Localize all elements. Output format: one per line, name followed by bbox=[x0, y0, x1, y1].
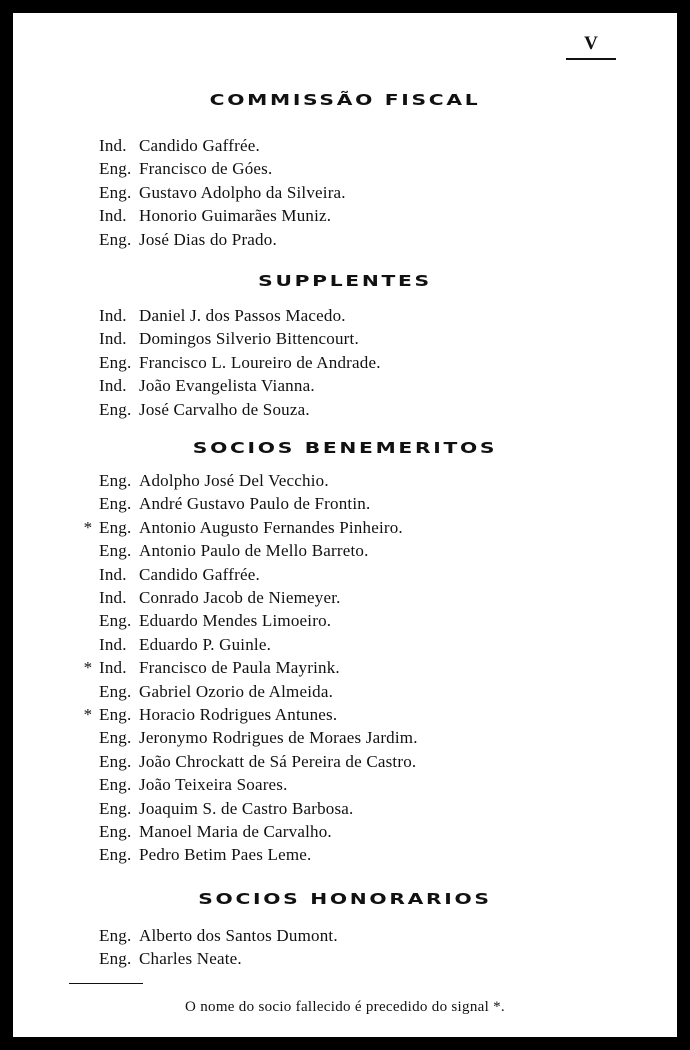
member-title: Eng. bbox=[99, 926, 132, 945]
member-entry bbox=[99, 821, 332, 843]
section-heading: SOCIOS HONORARIOS bbox=[198, 890, 492, 908]
member-title: Eng. bbox=[99, 352, 132, 372]
member-title: Ind. bbox=[99, 658, 127, 678]
member-name: Domingos Silverio Bittencourt. bbox=[139, 329, 359, 349]
member-title: Eng. bbox=[99, 517, 132, 537]
member-entry bbox=[99, 470, 329, 492]
member-name: Eduardo Mendes Limoeiro. bbox=[139, 611, 332, 631]
member-title: Ind. bbox=[99, 376, 127, 396]
member-entry bbox=[99, 681, 333, 703]
member-name: Gustavo Adolpho da Silveira. bbox=[139, 182, 346, 202]
member-entry bbox=[99, 205, 331, 227]
member-name: João Chrockatt de Sá Pereira de Castro. bbox=[139, 751, 417, 771]
member-title: Ind. bbox=[99, 206, 127, 226]
member-name: Francisco L. Loureiro de Andrade. bbox=[139, 352, 381, 372]
member-entry bbox=[99, 798, 354, 820]
member-entry bbox=[99, 229, 277, 251]
member-name: Candido Gaffrée. bbox=[139, 564, 260, 584]
member-name: Horacio Rodrigues Antunes. bbox=[139, 705, 338, 724]
member-title: Eng. bbox=[99, 728, 132, 748]
member-name: Antonio Paulo de Mello Barreto. bbox=[139, 541, 369, 561]
member-name: Francisco de Góes. bbox=[139, 159, 273, 179]
section-heading: SUPPLENTES bbox=[258, 272, 432, 290]
footnote: O nome do socio fallecido é precedido do signal *. bbox=[185, 999, 505, 1015]
member-title: Eng. bbox=[99, 182, 132, 202]
member-title: Ind. bbox=[99, 634, 127, 654]
section-heading: COMMISSÃO FISCAL bbox=[209, 91, 481, 109]
member-title: Eng. bbox=[99, 471, 132, 490]
member-entry bbox=[99, 352, 381, 374]
member-name: Adolpho José Del Vecchio. bbox=[139, 471, 329, 490]
member-entry bbox=[99, 182, 346, 204]
page-number: V bbox=[584, 33, 598, 54]
deceased-mark: * bbox=[83, 517, 93, 537]
member-name: Manoel Maria de Carvalho. bbox=[139, 822, 332, 841]
member-title: Ind. bbox=[99, 564, 127, 584]
member-entry bbox=[99, 540, 369, 562]
member-title: Eng. bbox=[99, 798, 132, 818]
member-entry bbox=[99, 375, 315, 397]
document-page bbox=[13, 13, 677, 1037]
member-entry bbox=[83, 657, 340, 679]
member-entry bbox=[99, 328, 359, 350]
member-entry bbox=[99, 751, 416, 773]
member-entry bbox=[99, 610, 331, 632]
member-name: Joaquim S. de Castro Barbosa. bbox=[139, 798, 354, 818]
member-title: Eng. bbox=[99, 611, 132, 631]
member-title: Eng. bbox=[99, 775, 132, 795]
member-name: João Evangelista Vianna. bbox=[139, 376, 315, 396]
member-title: Ind. bbox=[99, 329, 127, 349]
member-entry bbox=[99, 305, 346, 327]
member-name: Gabriel Ozorio de Almeida. bbox=[139, 681, 334, 701]
member-name: André Gustavo Paulo de Frontin. bbox=[139, 494, 371, 514]
member-name: José Dias do Prado. bbox=[139, 229, 277, 249]
deceased-mark: * bbox=[83, 705, 93, 724]
section-heading: SOCIOS BENEMERITOS bbox=[192, 439, 498, 457]
member-name: Antonio Augusto Fernandes Pinheiro. bbox=[139, 517, 403, 537]
member-name: Daniel J. dos Passos Macedo. bbox=[139, 306, 346, 325]
member-entry bbox=[99, 493, 370, 515]
member-title: Ind. bbox=[99, 136, 127, 155]
member-title: Eng. bbox=[99, 494, 132, 514]
member-title: Ind. bbox=[99, 588, 127, 607]
member-entry bbox=[99, 135, 260, 157]
member-entry bbox=[99, 158, 272, 180]
member-title: Eng. bbox=[99, 229, 132, 249]
member-title: Eng. bbox=[99, 705, 132, 724]
page-number-underline bbox=[566, 58, 616, 60]
footnote-rule bbox=[69, 983, 143, 984]
member-entry bbox=[83, 517, 403, 539]
member-entry bbox=[99, 948, 242, 970]
member-title: Eng. bbox=[99, 751, 132, 771]
member-name: Honorio Guimarães Muniz. bbox=[139, 206, 332, 226]
member-entry bbox=[99, 634, 271, 656]
member-name: João Teixeira Soares. bbox=[139, 775, 288, 795]
member-name: Charles Neate. bbox=[139, 949, 242, 969]
member-name: Alberto dos Santos Dumont. bbox=[139, 926, 338, 945]
member-name: José Carvalho de Souza. bbox=[139, 399, 310, 419]
member-title: Eng. bbox=[99, 681, 132, 701]
member-title: Eng. bbox=[99, 822, 132, 841]
member-name: Candido Gaffrée. bbox=[139, 136, 260, 155]
member-name: Jeronymo Rodrigues de Moraes Jardim. bbox=[139, 728, 418, 748]
member-entry bbox=[83, 704, 338, 726]
member-title: Ind. bbox=[99, 306, 127, 325]
member-entry bbox=[99, 727, 418, 749]
member-entry bbox=[99, 399, 310, 421]
member-entry bbox=[99, 925, 338, 947]
deceased-mark: * bbox=[83, 658, 93, 678]
member-title: Eng. bbox=[99, 399, 132, 419]
member-name: Pedro Betim Paes Leme. bbox=[139, 845, 312, 865]
member-title: Eng. bbox=[99, 159, 132, 179]
member-entry bbox=[99, 587, 341, 609]
member-entry bbox=[99, 564, 260, 586]
member-name: Eduardo P. Guinle. bbox=[139, 634, 272, 654]
member-title: Eng. bbox=[99, 541, 132, 561]
member-name: Francisco de Paula Mayrink. bbox=[139, 658, 340, 678]
member-title: Eng. bbox=[99, 949, 132, 969]
member-name: Conrado Jacob de Niemeyer. bbox=[139, 588, 341, 607]
member-entry bbox=[99, 774, 288, 796]
member-entry bbox=[99, 844, 311, 866]
member-title: Eng. bbox=[99, 845, 132, 865]
